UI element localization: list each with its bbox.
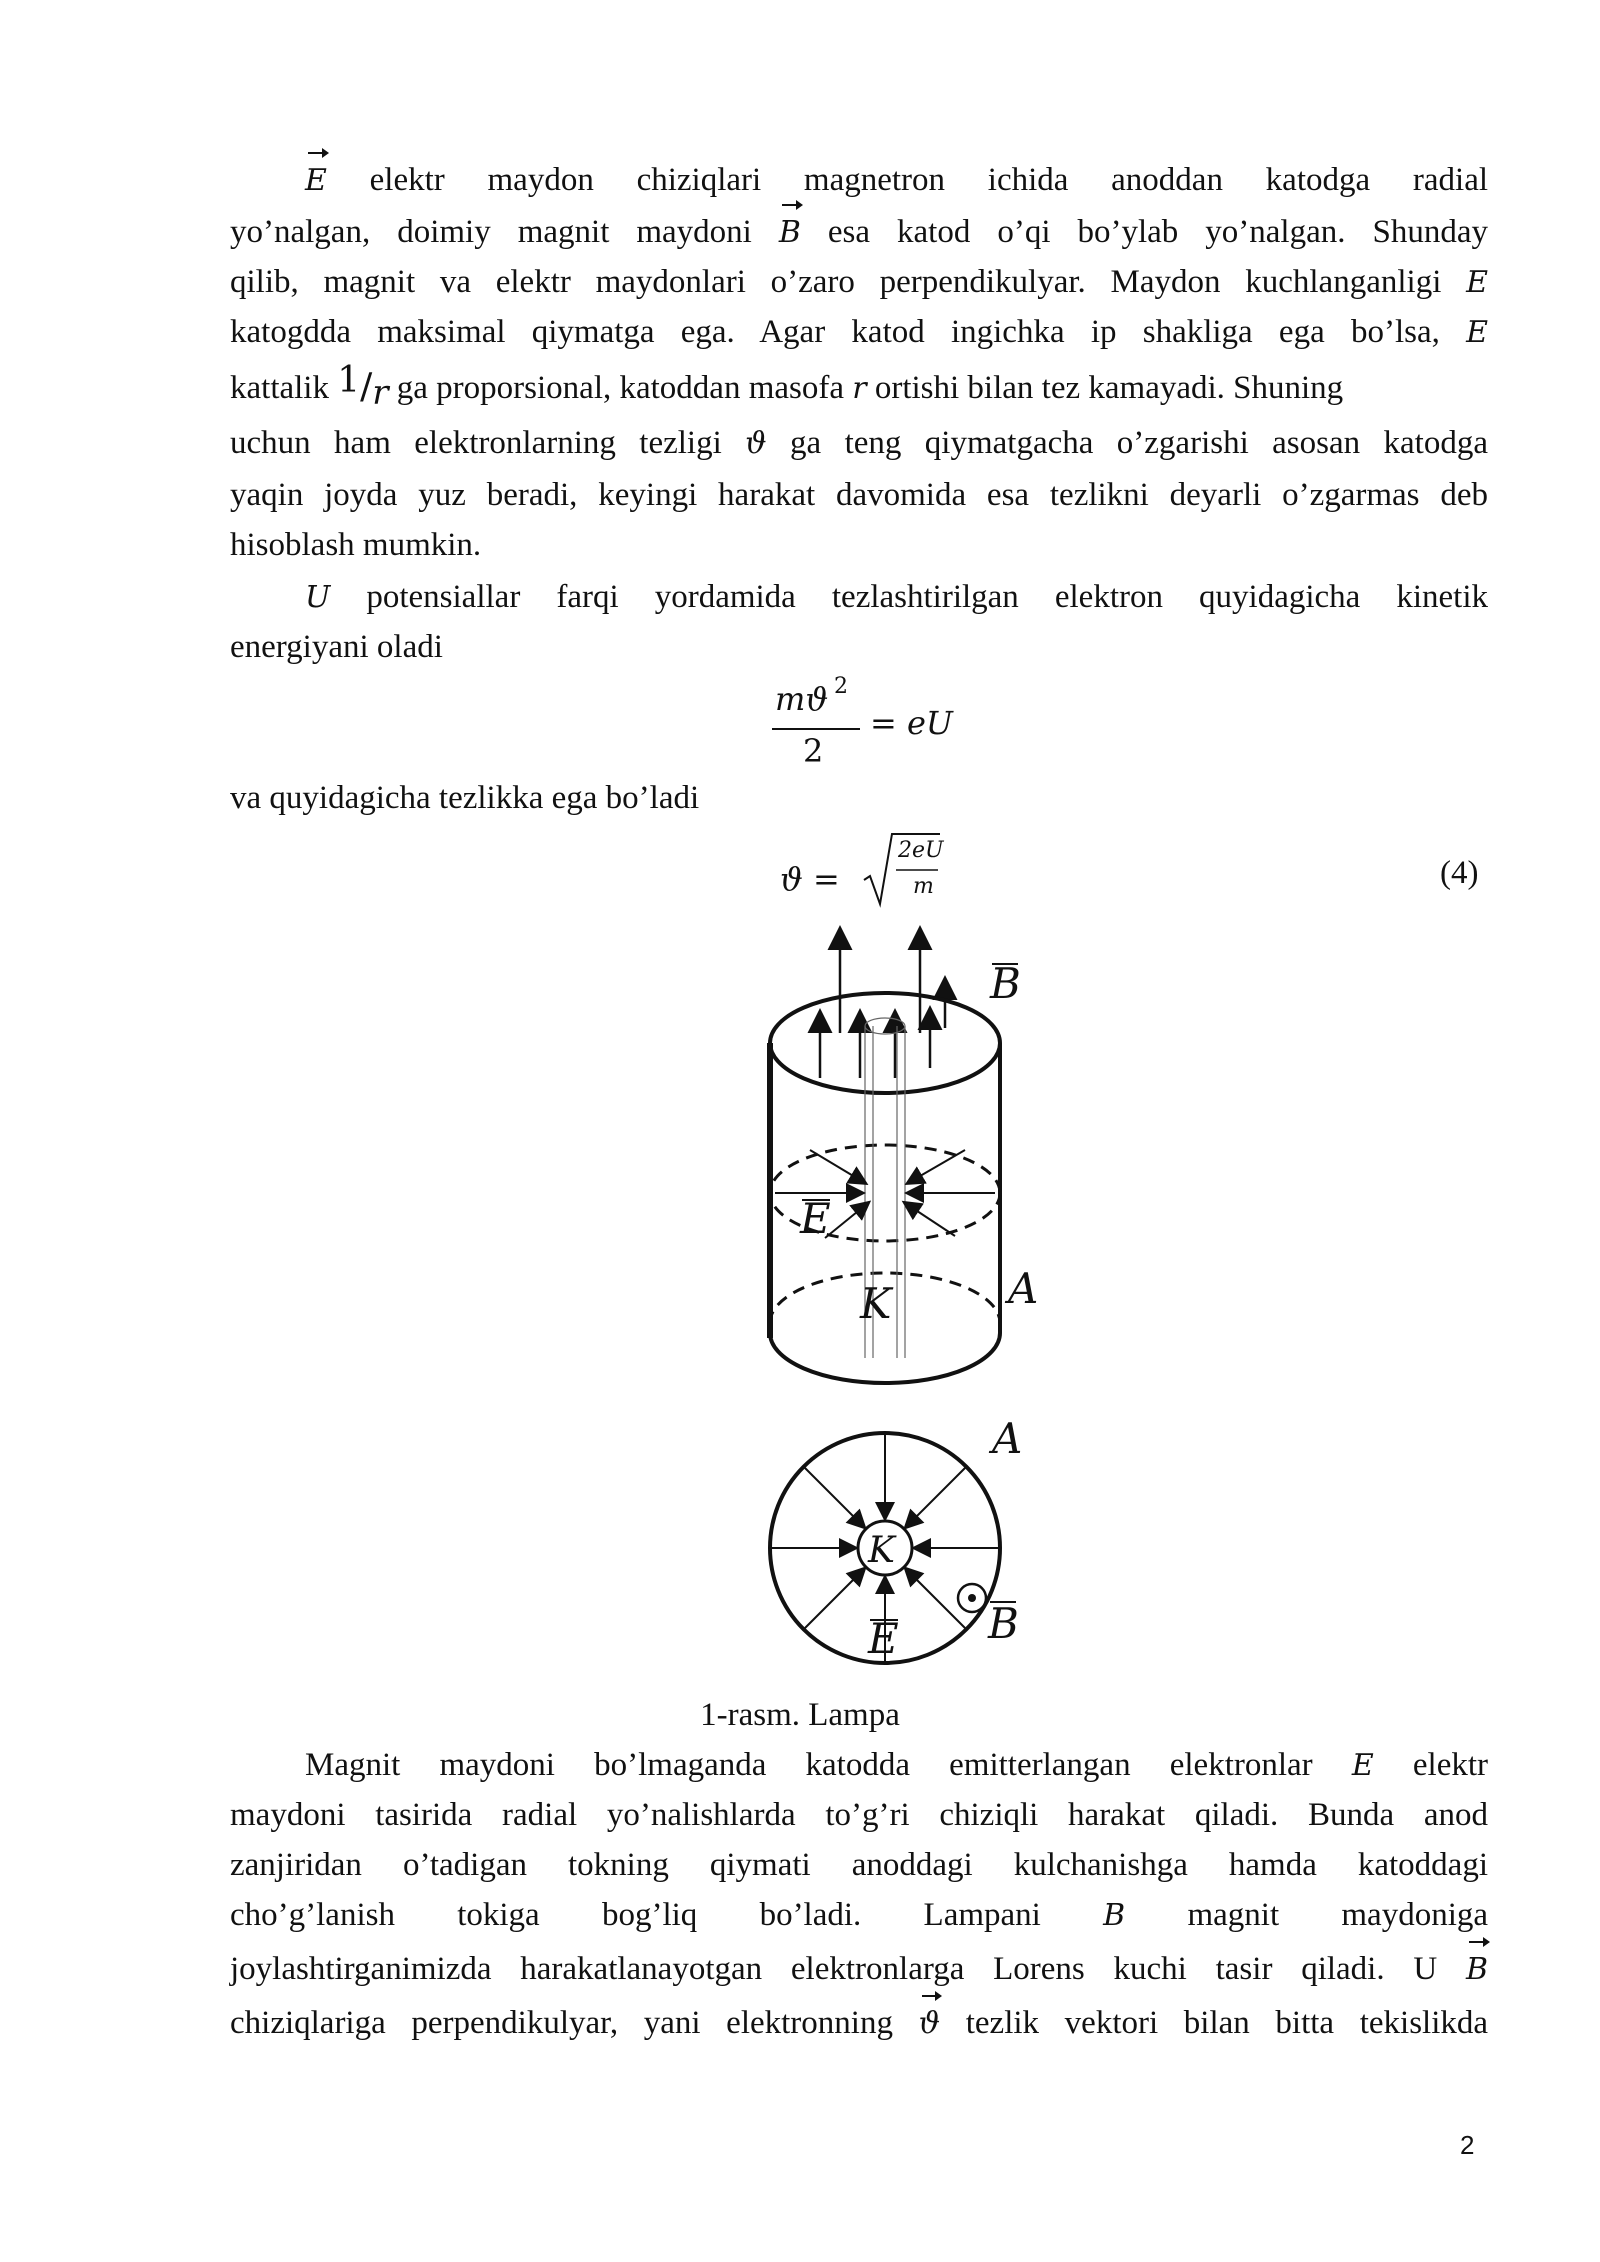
p1-line-3: qilib, magnit va elektr maydonlari o’zaro perpendikulyar. Maydon kuchlanganligi E <box>230 264 1488 300</box>
symbol-r: r <box>372 373 389 413</box>
p1-line-8: hisoblash mumkin. <box>230 527 482 563</box>
p3-line-2: maydoni tasirida radial yo’nalishlarda to’g’ri chiziqli harakat qiladi. Bunda anod <box>230 1797 1488 1833</box>
p1-line-5: kattalik 1/r ga proporsional, katoddan masofa r ortishi bilan tez kamayadi. Shuning <box>230 360 1344 413</box>
p3-line-5: joylashtirganimizda harakatlanayotgan elektronlarga Lorens kuchi tasir qiladi. U B <box>230 1944 1488 1994</box>
p3-line-6: chiziqlariga perpendikulyar, yani elektronning ϑ tezlik vektori bilan bitta tekislikda <box>230 1998 1488 2048</box>
p1-line-1: E elektr maydon chiziqlari magnetron ichida anoddan katodga radial <box>305 155 1488 205</box>
label-A-top: A <box>1008 1264 1039 1313</box>
p3-line-3: zanjiridan o’tadigan tokning qiymati anoddagi kulchanishga hamda katoddagi <box>230 1847 1488 1883</box>
p2-line-1: U potensiallar farqi yordamida tezlashtirilgan elektron quyidagicha kinetik <box>305 579 1489 615</box>
figure-caption: 1-rasm. Lampa <box>700 1697 900 1733</box>
label-K-bottom: K <box>868 1530 895 1571</box>
p3-line-1: Magnit maydoni bo’lmaganda katodda emitterlangan elektronlar E elektr <box>305 1747 1488 1783</box>
vector-B-symbol: B <box>779 208 801 258</box>
p2-line-2: energiyani oladi <box>230 629 443 665</box>
symbol-E: E <box>1466 265 1488 300</box>
fraction-one: 1 <box>337 360 361 401</box>
vector-theta-symbol: ϑ <box>919 1999 940 2049</box>
fraction-slash: / <box>360 366 373 407</box>
p1-line-4: katogdda maksimal qiymatga ega. Agar katod ingichka ip shakliga ega bo’lsa, E <box>230 314 1488 350</box>
symbol-E: E <box>1466 315 1488 350</box>
label-K-top: K <box>860 1279 892 1328</box>
velocity-equation: ϑ = 2eU m <box>780 830 980 910</box>
vector-B-symbol: B <box>1466 1945 1488 1995</box>
p1-line-2: yo’nalgan, doimiy magnit maydoni B esa katod o’qi bo’ylab yo’nalgan. Shunday <box>230 207 1488 257</box>
equation-number: (4) <box>1440 855 1479 891</box>
label-B-top: B <box>990 959 1021 1008</box>
p1-line-6: uchun ham elektronlarning tezligi ϑ ga teng qiymatgacha o’zgarishi asosan katodga <box>230 425 1488 461</box>
symbol-E: E <box>1351 1748 1374 1783</box>
p3-line-4: cho’g’lanish tokiga bog’liq bo’ladi. Lampani B magnit maydoniga <box>230 1897 1489 1933</box>
p1-line-7: yaqin joyda yuz beradi, keyingi harakat davomida esa tezlikni deyarli o’zgarmas deb <box>230 477 1488 513</box>
lamp-figure <box>740 918 1080 1678</box>
label-E-top: E <box>800 1194 831 1243</box>
label-E-bottom: E <box>868 1614 899 1663</box>
kinetic-energy-equation: mϑ 2 2 = eU <box>770 680 1070 780</box>
label-B-bottom: B <box>988 1599 1019 1648</box>
symbol-theta: ϑ <box>745 426 767 461</box>
symbol-B: B <box>1103 1898 1126 1933</box>
symbol-U: U <box>305 580 331 615</box>
vector-E-symbol: E <box>305 156 327 206</box>
p2-line-3: va quyidagicha tezlikka ega bo’ladi <box>230 780 700 816</box>
label-A-bottom: A <box>992 1414 1023 1463</box>
fraction-bar <box>772 728 860 730</box>
page-number: 2 <box>1460 2130 1475 2160</box>
symbol-r: r <box>852 371 867 406</box>
